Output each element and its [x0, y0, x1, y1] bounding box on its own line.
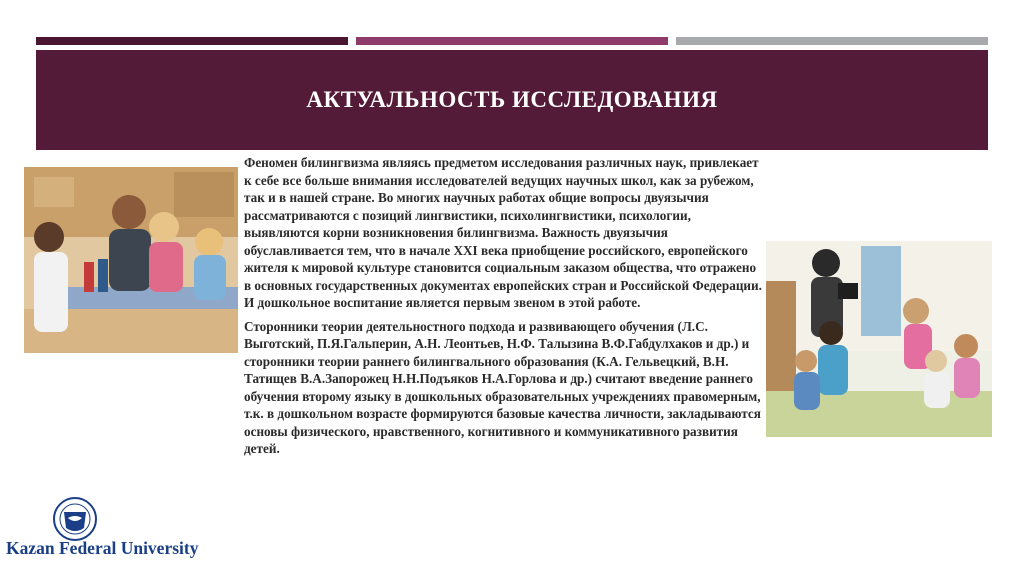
paragraph-relevance: Феномен билингвизма являясь предметом исследования различных наук, привлекает к себе все больше внимания исследователей ведущих научных школ, как за рубежом, так и в нашей стране. Во многих научных работах общие вопросы двуязычия рассматриваются с позиций лингвистики, психолингвистики, психологии, выявляются корни возникновения билингвизма. Важность двуязычия обуславливается тем, что в начале XXI века приобщение российского, европейского жителя к мировой культуре становится социальным заказом общества, что отражено в основных государственных документах европейских стран и Российской Федерации. И дошкольное воспитание является первым звеном в этой работе.: [244, 155, 762, 310]
left-photo-illustration: [24, 167, 238, 353]
right-photo: [766, 241, 992, 437]
paragraph-supporters: Сторонники теории деятельностного подхода и развивающего обучения (Л.С. Выготский, П.Я.Гальперин, А.Н. Леонтьев, Н.Ф. Талызина В.Ф.Габдулхаков и др.) и сторонники теории раннего билингвального образования (К.А. Гельвецкий, В.Н. Татищев В.А.Запорожец Н.Н.Подъяков Н.А.Горлова и др.) считают введение раннего обучения второму языку в дошкольных образовательных учреждениях правомерным, т.к. в дошкольном возрасте формируются базовые качества личности, закладываются основы физического, нравственного, когнитивного и коммуникативного развития детей.: [244, 318, 761, 456]
slide-title: АКТУАЛЬНОСТЬ ИССЛЕДОВАНИЯ: [306, 87, 718, 112]
decor-bar-gray: [676, 37, 988, 45]
title-band: [36, 50, 988, 150]
decor-bar-magenta: [356, 37, 668, 45]
main-text: [244, 154, 762, 464]
decor-bar-dark: [36, 37, 348, 45]
left-photo: [24, 167, 238, 353]
right-photo-illustration: [766, 241, 992, 437]
kfu-emblem-icon: [50, 496, 100, 542]
university-name: Kazan Federal University: [6, 538, 199, 558]
